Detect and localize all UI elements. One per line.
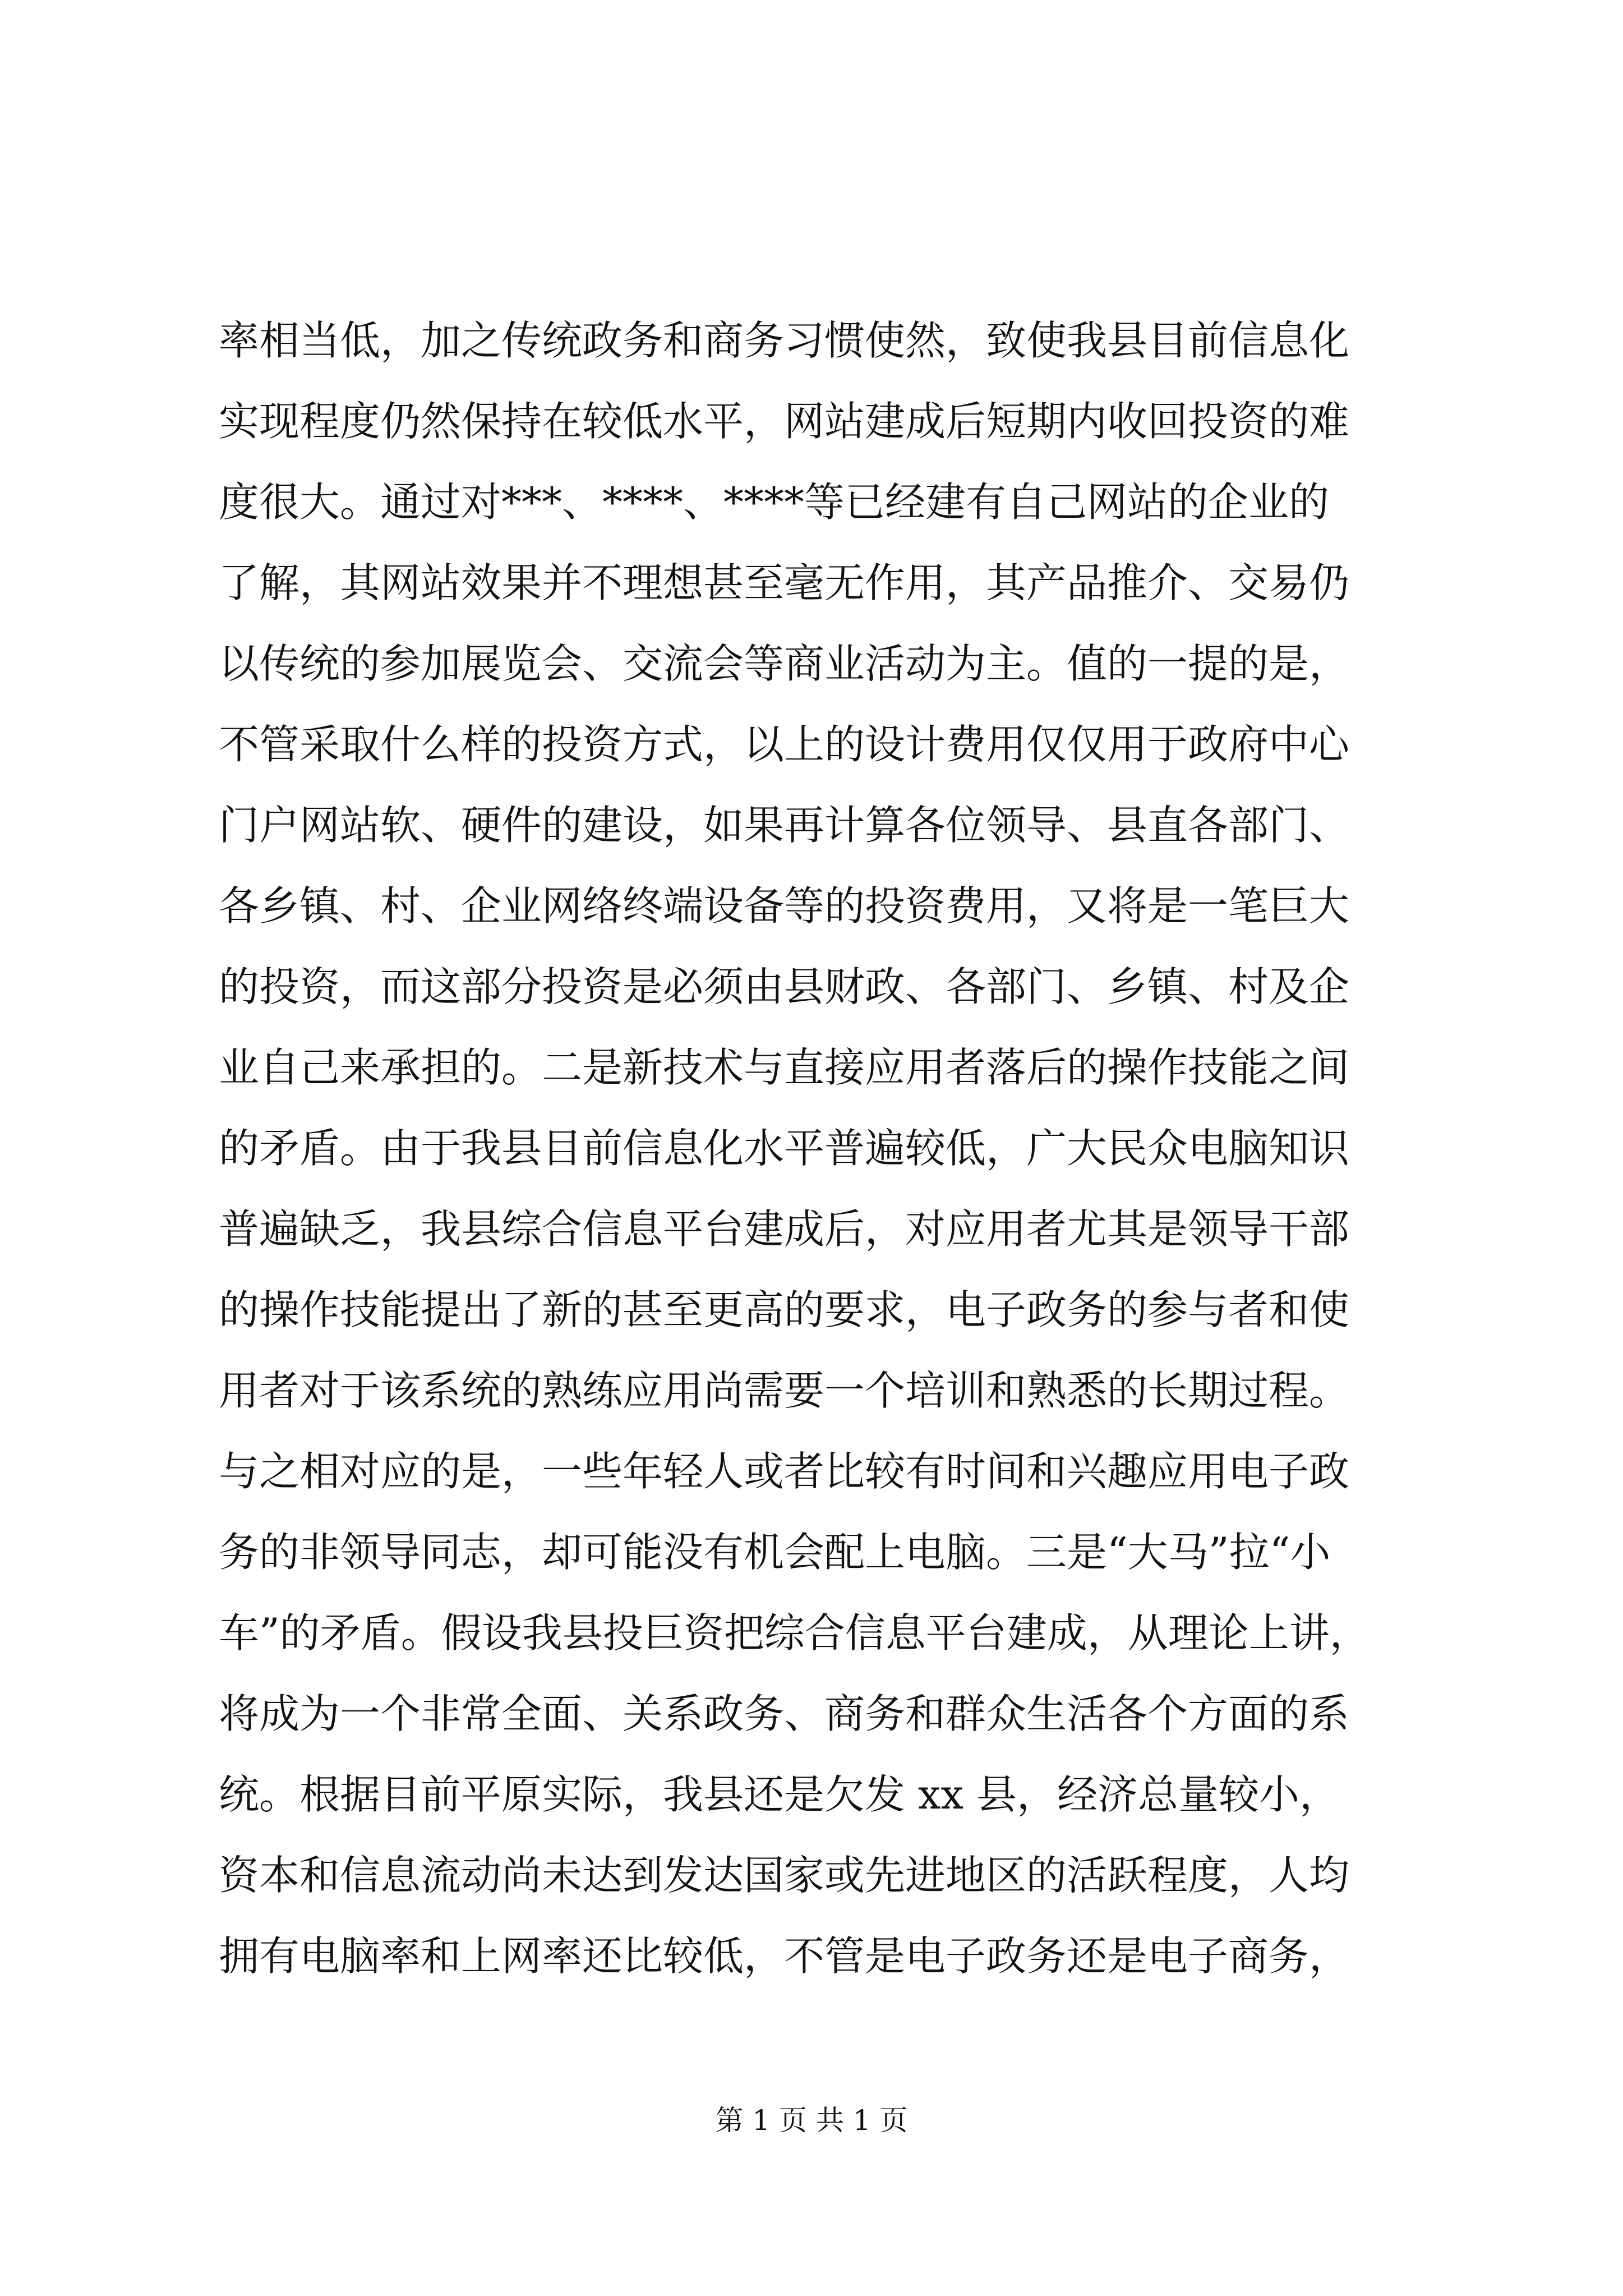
text-line: 实现程度仍然保持在较低水平，网站建成后短期内收回投资的难 [219, 398, 1350, 445]
text-line: 普遍缺乏，我县综合信息平台建成后，对应用者尤其是领导干部 [219, 1205, 1350, 1253]
text-line: 以传统的参加展览会、交流会等商业活动为主。值的一提的是， [219, 640, 1350, 687]
text-line: 了解，其网站效果并不理想甚至毫无作用，其产品推介、交易仍 [219, 559, 1350, 606]
text-line: 将成为一个非常全面、关系政务、商务和群众生活各个方面的系 [219, 1690, 1350, 1737]
body-text [219, 300, 1430, 1996]
text-line: 的矛盾。由于我县目前信息化水平普遍较低，广大民众电脑知识 [219, 1125, 1350, 1172]
text-line: 率相当低，加之传统政务和商务习惯使然，致使我县目前信息化 [219, 317, 1350, 364]
page-number-label: 第 1 页 共 1 页 [715, 2104, 908, 2137]
text-line: 与之相对应的是，一些年轻人或者比较有时间和兴趣应用电子政 [219, 1448, 1350, 1495]
text-line: 的操作技能提出了新的甚至更高的要求，电子政务的参与者和使 [219, 1286, 1350, 1333]
text-line: 车”的矛盾。假设我县投巨资把综合信息平台建成，从理论上讲， [219, 1609, 1370, 1657]
text-line: 务的非领导同志，却可能没有机会配上电脑。三是“大马”拉“小 [219, 1529, 1331, 1576]
text-line: 不管采取什么样的投资方式，以上的设计费用仅仅用于政府中心 [219, 721, 1350, 768]
text-line: 门户网站软、硬件的建设，如果再计算各位领导、县直各部门、 [219, 802, 1350, 849]
text-line: 业自己来承担的。二是新技术与直接应用者落后的操作技能之间 [219, 1044, 1350, 1091]
text-line: 用者对于该系统的熟练应用尚需要一个培训和熟悉的长期过程。 [219, 1367, 1350, 1414]
text-line: 各乡镇、村、企业网络终端设备等的投资费用，又将是一笔巨大 [219, 882, 1350, 930]
text-line: 统。根据目前平原实际，我县还是欠发 xx 县，经济总量较小， [219, 1771, 1340, 1818]
text-line: 资本和信息流动尚未达到发达国家或先进地区的活跃程度，人均 [219, 1852, 1350, 1899]
text-line: 度很大。通过对***、****、****等已经建有自己网站的企业的 [219, 478, 1330, 526]
page-footer [0, 2098, 1623, 2138]
text-line: 的投资，而这部分投资是必须由县财政、各部门、乡镇、村及企 [219, 963, 1350, 1010]
text-line: 拥有电脑率和上网率还比较低，不管是电子政务还是电子商务， [219, 1932, 1350, 1980]
